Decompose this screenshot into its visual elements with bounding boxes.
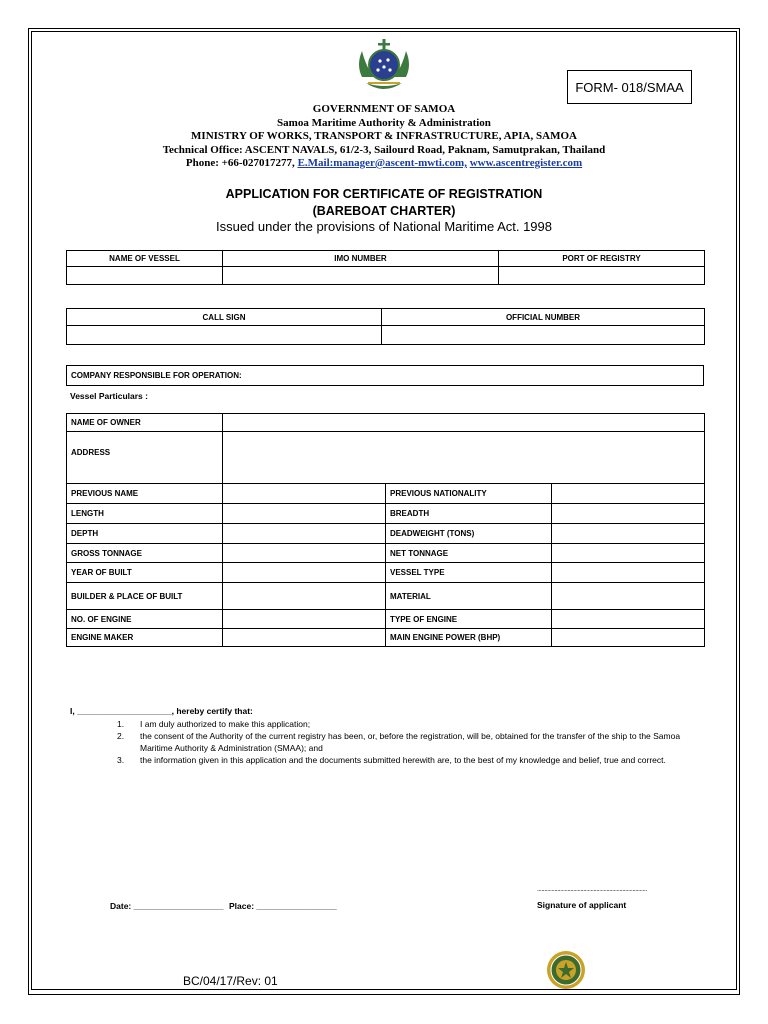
revision-code: BC/04/17/Rev: 01 bbox=[183, 974, 278, 988]
vessel-id-table bbox=[66, 250, 705, 285]
field-year-of-built[interactable] bbox=[223, 563, 386, 583]
field-vessel-type[interactable] bbox=[552, 563, 705, 583]
signature-line[interactable]: ............................................................................ bbox=[537, 886, 647, 893]
header-phone: Phone: +66-027017277, bbox=[185, 157, 298, 169]
header-call-sign: CALL SIGN bbox=[67, 309, 382, 326]
header-official-number: OFFICIAL NUMBER bbox=[382, 309, 705, 326]
label-gross-tonnage: GROSS TONNAGE bbox=[67, 544, 223, 563]
date-field[interactable]: Date: ___________________ bbox=[110, 901, 224, 911]
field-material[interactable] bbox=[552, 583, 705, 610]
certification-item-number: 3. bbox=[117, 755, 125, 765]
label-deadweight: DEADWEIGHT (TONS) bbox=[386, 524, 552, 544]
header-government: GOVERNMENT OF SAMOA bbox=[312, 103, 456, 115]
field-previous-nationality[interactable] bbox=[552, 484, 705, 504]
field-port-of-registry[interactable] bbox=[499, 267, 705, 285]
label-previous-name: PREVIOUS NAME bbox=[67, 484, 223, 504]
form-subtitle: (BAREBOAT CHARTER) bbox=[312, 204, 456, 218]
field-no-of-engine[interactable] bbox=[223, 610, 386, 629]
label-year-of-built: YEAR OF BUILT bbox=[67, 563, 223, 583]
field-net-tonnage[interactable] bbox=[552, 544, 705, 563]
label-previous-nationality: PREVIOUS NATIONALITY bbox=[386, 484, 552, 504]
certification-item bbox=[70, 754, 700, 766]
call-sign-table bbox=[66, 308, 705, 345]
label-length: LENGTH bbox=[67, 504, 223, 524]
certification-item-number: 1. bbox=[117, 719, 125, 729]
field-previous-name[interactable] bbox=[223, 484, 386, 504]
header-imo-number: IMO NUMBER bbox=[223, 251, 499, 267]
label-net-tonnage: NET TONNAGE bbox=[386, 544, 552, 563]
field-depth[interactable] bbox=[223, 524, 386, 544]
label-address: ADDRESS bbox=[67, 432, 223, 484]
label-engine-maker: ENGINE MAKER bbox=[67, 629, 223, 647]
field-main-engine-power[interactable] bbox=[552, 629, 705, 647]
form-code-box bbox=[567, 70, 692, 104]
label-vessel-type: VESSEL TYPE bbox=[386, 563, 552, 583]
form-title: APPLICATION FOR CERTIFICATE OF REGISTRATION bbox=[225, 187, 543, 201]
certification-item-number: 2. bbox=[117, 731, 125, 741]
letterhead bbox=[120, 103, 648, 171]
field-type-of-engine[interactable] bbox=[552, 610, 705, 629]
company-responsible-label[interactable]: COMPANY RESPONSIBLE FOR OPERATION: bbox=[67, 366, 704, 386]
seal-icon bbox=[546, 950, 586, 990]
header-technical-office: Technical Office: ASCENT NAVALS, 61/2-3, Sailourd Road, Paknam, Samutprakan, Thailand bbox=[162, 143, 606, 156]
header-port-of-registry: PORT OF REGISTRY bbox=[499, 251, 705, 267]
label-type-of-engine: TYPE OF ENGINE bbox=[386, 610, 552, 629]
header-name-of-vessel: NAME OF VESSEL bbox=[67, 251, 223, 267]
field-builder-place[interactable] bbox=[223, 583, 386, 610]
form-act-reference: Issued under the provisions of National Maritime Act. 1998 bbox=[215, 219, 552, 234]
form-code: FORM- 018/SMAA bbox=[575, 79, 684, 95]
certification-item-text: the information given in this application and the documents submitted herewith are, to the best of my knowledge and belief, true and correct. bbox=[140, 755, 666, 765]
header-ministry: MINISTRY OF WORKS, TRANSPORT & INFRASTRUCTURE, APIA, SAMOA bbox=[191, 130, 577, 142]
label-material: MATERIAL bbox=[386, 583, 552, 610]
field-official-number[interactable] bbox=[382, 326, 705, 345]
website-link[interactable]: www.ascentregister.com bbox=[469, 157, 583, 169]
certification-item bbox=[70, 718, 700, 730]
field-call-sign[interactable] bbox=[67, 326, 382, 345]
vessel-particulars-table bbox=[66, 413, 705, 647]
field-imo-number[interactable] bbox=[223, 267, 499, 285]
header-contact bbox=[120, 157, 648, 171]
field-engine-maker[interactable] bbox=[223, 629, 386, 647]
certification-item bbox=[70, 730, 700, 754]
vessel-particulars-label: Vessel Particulars : bbox=[70, 391, 148, 401]
field-address[interactable] bbox=[223, 432, 705, 484]
certification-block bbox=[70, 705, 700, 766]
email-link[interactable]: E.Mail:manager@ascent-mwti.com, bbox=[297, 157, 467, 169]
label-breadth: BREADTH bbox=[386, 504, 552, 524]
company-table bbox=[66, 365, 704, 386]
samoa-crest-icon bbox=[354, 37, 414, 93]
label-builder-place: BUILDER & PLACE OF BUILT bbox=[67, 583, 223, 610]
label-name-of-owner: NAME OF OWNER bbox=[67, 414, 223, 432]
place-field[interactable]: Place: _________________ bbox=[229, 901, 337, 911]
field-breadth[interactable] bbox=[552, 504, 705, 524]
header-authority: Samoa Maritime Authority & Administration bbox=[277, 116, 491, 129]
signature-label: Signature of applicant bbox=[537, 900, 627, 910]
label-main-engine-power: MAIN ENGINE POWER (BHP) bbox=[386, 629, 552, 647]
label-no-of-engine: NO. OF ENGINE bbox=[67, 610, 223, 629]
field-name-of-vessel[interactable] bbox=[67, 267, 223, 285]
certification-item-text: I am duly authorized to make this application; bbox=[140, 719, 311, 729]
field-deadweight[interactable] bbox=[552, 524, 705, 544]
field-name-of-owner[interactable] bbox=[223, 414, 705, 432]
field-length[interactable] bbox=[223, 504, 386, 524]
certification-intro: I, ____________________, hereby certify that: bbox=[70, 706, 253, 716]
field-gross-tonnage[interactable] bbox=[223, 544, 386, 563]
certification-item-text: the consent of the Authority of the current registry has been, or, before the registration, will be, obtained for the transfer of the ship to the Samoa Maritime Authority & Administration (SMAA); and bbox=[140, 731, 681, 753]
label-depth: DEPTH bbox=[67, 524, 223, 544]
